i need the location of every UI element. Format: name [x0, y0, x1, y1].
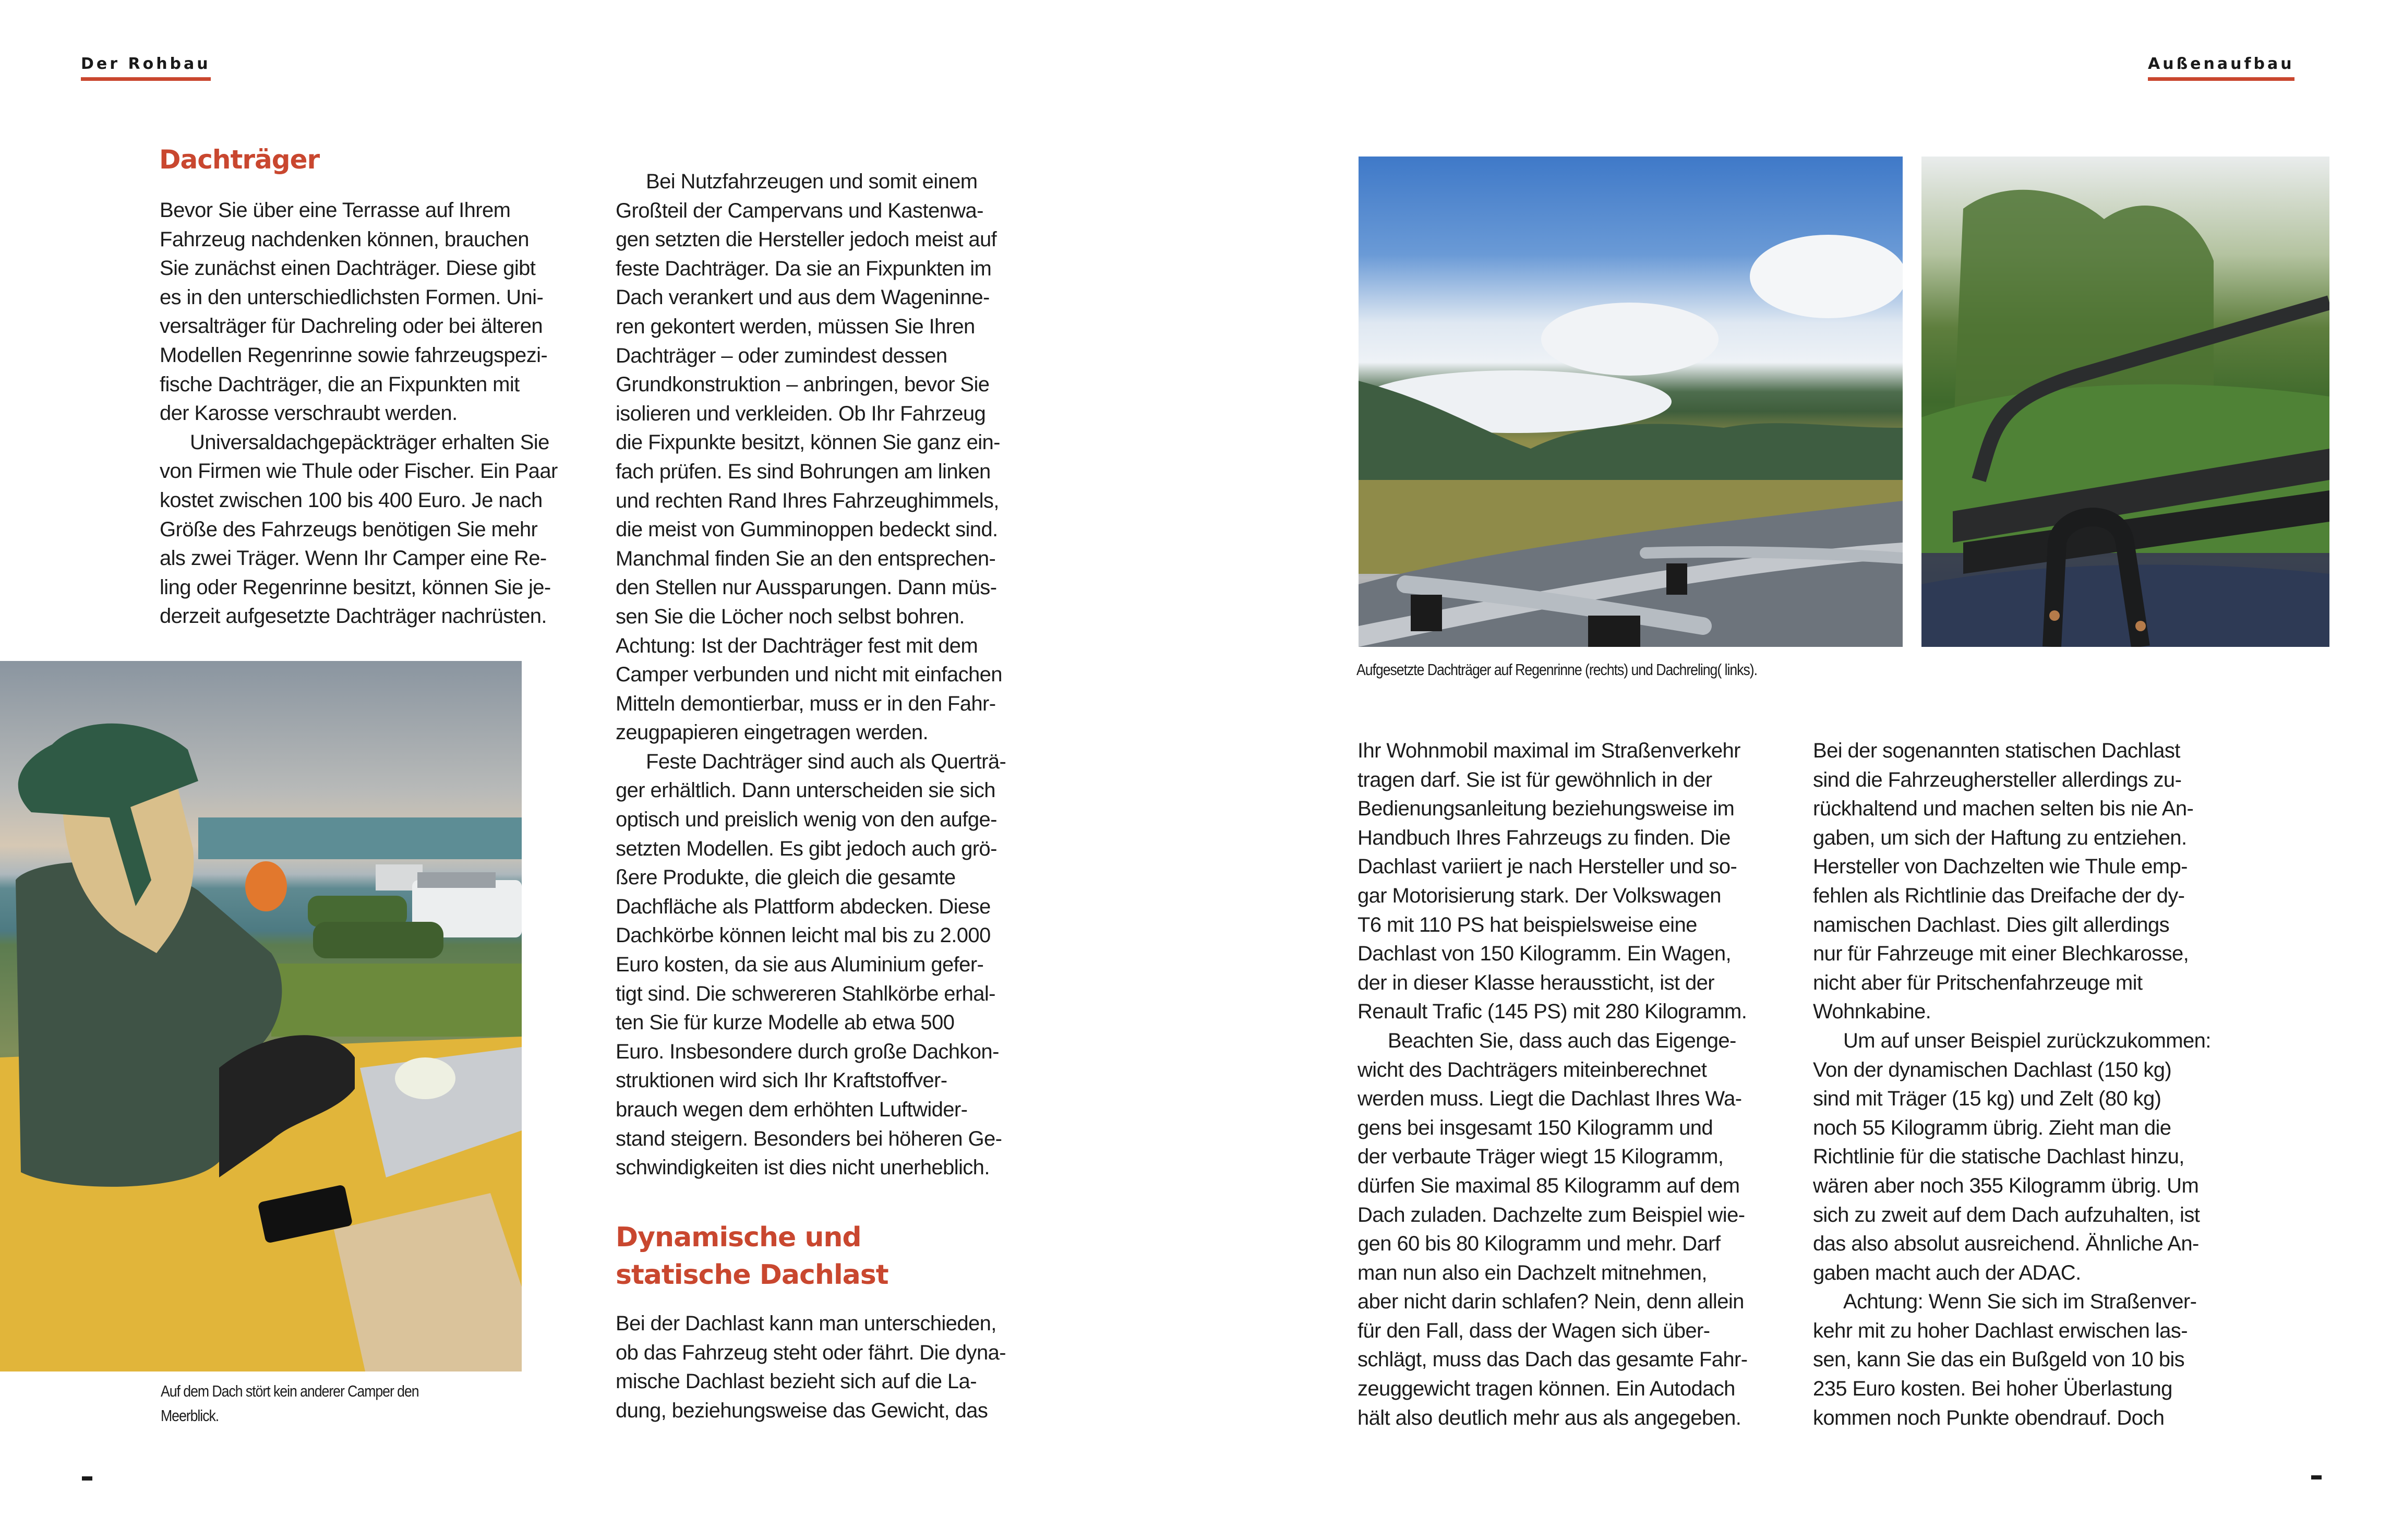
- text-line: nur für Fahrzeuge mit einer Blechkarosse,: [1813, 942, 2189, 966]
- text-line: für den Fall, dass der Wagen sich über-: [1357, 1319, 1710, 1342]
- text-line: zeuggewicht tragen können. Ein Autodach: [1357, 1377, 1735, 1401]
- text-line: Euro kosten, da sie aus Aluminium gefer-: [616, 953, 984, 977]
- text-line: Von der dynamischen Dachlast (150 kg): [1813, 1058, 2172, 1081]
- text-line: stand steigern. Besonders bei höheren Ge-: [616, 1127, 1002, 1150]
- text-line: Fahrzeug nachdenken können, brauchen: [160, 227, 529, 251]
- text-line: zeugpapieren eingetragen werden.: [616, 721, 929, 744]
- text-line: versalträger für Dachreling oder bei älteren: [160, 315, 543, 338]
- text-line: nicht aber für Pritschenfahrzeuge mit: [1813, 971, 2143, 994]
- text-line: Handbuch Ihres Fahrzeugs zu finden. Die: [1357, 826, 1731, 849]
- text-line: sen Sie die Löcher noch selbst bohren.: [616, 605, 965, 628]
- text-line: schwindigkeiten ist dies nicht unerheblich.: [616, 1156, 990, 1180]
- text-line: sich zu zweit auf dem Dach aufzuhalten, ist: [1813, 1203, 2200, 1226]
- text-line: Euro. Insbesondere durch große Dachkon-: [616, 1040, 999, 1063]
- text-line: noch 55 Kilogramm übrig. Zieht man die: [1813, 1116, 2171, 1139]
- caption-line-1: Auf dem Dach stört kein anderer Camper den: [161, 1382, 419, 1400]
- text-line: gen setzten die Hersteller jedoch meist auf: [616, 228, 997, 251]
- text-line: brauch wegen dem erhöhten Luftwider-: [616, 1098, 968, 1121]
- section-heading-line-2: statische Dachlast: [616, 1259, 888, 1291]
- text-line: es in den unterschiedlichsten Formen. Uni-: [160, 285, 544, 309]
- text-line: Achtung: Ist der Dachträger fest mit dem: [616, 634, 978, 657]
- text-line: Dachlast von 150 Kilogramm. Ein Wagen,: [1357, 942, 1732, 966]
- text-line: hält also deutlich mehr aus als angegeben.: [1357, 1406, 1741, 1429]
- text-line: werden muss. Liegt die Dachlast Ihres Wa-: [1357, 1087, 1742, 1111]
- text-line: dürfen Sie maximal 85 Kilogramm auf dem: [1357, 1174, 1740, 1197]
- section-heading-dachtraeger: Dachträger: [159, 145, 320, 175]
- text-line: Dach zuladen. Dachzelte zum Beispiel wie-: [1357, 1203, 1745, 1226]
- text-line: Mitteln demontierbar, muss er in den Fahr-: [616, 692, 996, 715]
- text-line: Großteil der Campervans und Kastenwa-: [616, 199, 983, 222]
- text-line: gaben, um sich der Haftung zu entziehen.: [1813, 826, 2187, 849]
- text-line: namischen Dachlast. Dies gilt allerdings: [1813, 913, 2169, 936]
- text-line: gen 60 bis 80 Kilogramm und mehr. Darf: [1357, 1232, 1721, 1256]
- text-line: die meist von Gumminoppen bedeckt sind.: [616, 518, 998, 542]
- text-line: Richtlinie für die statische Dachlast hinzu,: [1813, 1145, 2184, 1169]
- text-line: gar Motorisierung stark. Der Volkswagen: [1357, 884, 1721, 907]
- text-line: Bevor Sie über eine Terrasse auf Ihrem: [160, 199, 511, 222]
- text-line: Dach verankert und aus dem Wageninne-: [616, 286, 990, 309]
- text-line: Um auf unser Beispiel zurückzukommen:: [1843, 1029, 2211, 1052]
- page-marker-left: [82, 1476, 92, 1481]
- text-line: der verbaute Träger wiegt 15 Kilogramm,: [1357, 1145, 1724, 1169]
- running-head-left: Der Rohbau: [81, 56, 211, 81]
- text-line: von Firmen wie Thule oder Fischer. Ein Paar: [160, 460, 558, 483]
- text-line: als zwei Träger. Wenn Ihr Camper eine Re-: [160, 547, 547, 570]
- text-line: dung, beziehungsweise das Gewicht, das: [616, 1399, 988, 1422]
- text-line: Bei der Dachlast kann man unterschieden,: [616, 1312, 996, 1335]
- left-column-1: [160, 196, 558, 631]
- text-line: setzten Modellen. Es gibt jedoch auch grö-: [616, 837, 997, 860]
- text-line: sen, kann Sie das ein Bußgeld von 10 bis: [1813, 1348, 2185, 1371]
- text-line: das also absolut ausreichend. Ähnliche An-: [1813, 1232, 2199, 1256]
- section-heading-line-1: Dynamische und: [616, 1222, 861, 1253]
- text-line: Grundkonstruktion – anbringen, bevor Sie: [616, 373, 990, 396]
- text-line: Achtung: Wenn Sie sich im Straßenver-: [1843, 1290, 2197, 1314]
- text-line: ßere Produkte, die gleich die gesamte: [616, 866, 956, 889]
- photo-roof-rack-gutter: [1921, 157, 2329, 647]
- text-line: ten Sie für kurze Modelle ab etwa 500: [616, 1011, 955, 1034]
- text-line: der Karosse verschraubt werden.: [160, 402, 458, 425]
- text-line: Dachlast variiert je nach Hersteller und so-: [1357, 855, 1737, 879]
- photo-caption-right: Aufgesetzte Dachträger auf Regenrinne (rechts) und Dachreling( links).: [1356, 660, 1757, 679]
- text-line: den Stellen nur Aussparungen. Dann müs-: [616, 576, 997, 599]
- text-line: Größe des Fahrzeugs benötigen Sie mehr: [160, 518, 538, 541]
- text-line: Dachfläche als Plattform abdecken. Diese: [616, 895, 991, 918]
- text-line: kommen noch Punkte obendrauf. Doch: [1813, 1406, 2165, 1429]
- text-line: wären aber noch 355 Kilogramm übrig. Um: [1813, 1174, 2199, 1197]
- text-line: wicht des Dachträgers miteinberechnet: [1357, 1058, 1707, 1081]
- text-line: feste Dachträger. Da sie an Fixpunkten im: [616, 257, 992, 280]
- text-line: Ihr Wohnmobil maximal im Straßenverkehr: [1357, 739, 1740, 762]
- page-marker-right: [2311, 1475, 2322, 1479]
- text-line: optisch und preislich wenig von den aufge-: [616, 808, 997, 832]
- photo-roof-rack-railing: [1359, 157, 1903, 647]
- text-line: ob das Fahrzeug steht oder fährt. Die dyna-: [616, 1341, 1006, 1364]
- text-line: aber nicht darin schlafen? Nein, denn allein: [1357, 1290, 1744, 1314]
- text-line: tigt sind. Die schwereren Stahlkörbe erhal-: [616, 982, 995, 1005]
- text-line: derzeit aufgesetzte Dachträger nachrüsten.: [160, 605, 547, 628]
- text-line: Hersteller von Dachzelten wie Thule emp-: [1813, 855, 2188, 879]
- text-line: struktionen wird sich Ihr Kraftstoffver-: [616, 1069, 947, 1092]
- left-column-2: [616, 167, 1006, 1183]
- text-line: man nun also ein Dachzelt mitnehmen,: [1357, 1261, 1707, 1284]
- text-line: fach prüfen. Es sind Bohrungen am linken: [616, 460, 991, 483]
- text-line: der in dieser Klasse heraussticht, ist der: [1357, 971, 1715, 994]
- text-line: Modellen Regenrinne sowie fahrzeugspezi-: [160, 343, 548, 367]
- photo-steel-rack-illustration: [1921, 157, 2329, 647]
- text-line: T6 mit 110 PS hat beispielsweise eine: [1357, 913, 1697, 936]
- photo-woman-on-roof: [0, 661, 522, 1371]
- text-line: Beachten Sie, dass auch das Eigenge-: [1388, 1029, 1736, 1052]
- photo-caption-left: [161, 1379, 419, 1428]
- text-line: fehlen als Richtlinie das Dreifache der dy-: [1813, 884, 2185, 907]
- text-line: rückhaltend und machen selten bis nie An-: [1813, 797, 2194, 821]
- text-line: sind die Fahrzeughersteller allerdings zu-: [1813, 768, 2182, 791]
- photo-car-rack-illustration: [1359, 157, 1903, 647]
- text-line: Bei der sogenannten statischen Dachlast: [1813, 739, 2180, 762]
- text-line: ren gekontert werden, müssen Sie Ihren: [616, 315, 975, 338]
- text-line: und rechten Rand Ihres Fahrzeughimmels,: [616, 489, 999, 512]
- text-line: schlägt, muss das Dach das gesamte Fahr-: [1357, 1348, 1748, 1371]
- text-line: kehr mit zu hoher Dachlast erwischen las-: [1813, 1319, 2188, 1342]
- text-line: 235 Euro kosten. Bei hoher Überlastung: [1813, 1377, 2172, 1401]
- text-line: isolieren und verkleiden. Ob Ihr Fahrzeug: [616, 402, 986, 425]
- text-line: Dachkörbe können leicht mal bis zu 2.000: [616, 924, 991, 947]
- text-line: sind mit Träger (15 kg) und Zelt (80 kg): [1813, 1087, 2161, 1111]
- text-line: Manchmal finden Sie an den entsprechen-: [616, 547, 996, 570]
- text-line: gens bei insgesamt 150 Kilogramm und: [1357, 1116, 1713, 1139]
- text-line: tragen darf. Sie ist für gewöhnlich in der: [1357, 768, 1712, 791]
- right-column-4: [1813, 737, 2211, 1433]
- running-head-right: Außenaufbau: [2148, 56, 2294, 81]
- text-line: Feste Dachträger sind auch als Querträ-: [646, 750, 1006, 773]
- text-line: ling oder Regenrinne besitzt, können Sie je-: [160, 575, 551, 599]
- left-column-2-section2: [616, 1309, 1006, 1425]
- text-line: Dachträger – oder zumindest dessen: [616, 344, 947, 367]
- text-line: fische Dachträger, die an Fixpunkten mit: [160, 372, 520, 396]
- text-line: Bei Nutzfahrzeugen und somit einem: [646, 170, 978, 193]
- text-line: Camper verbunden und nicht mit einfachen: [616, 663, 1002, 687]
- text-line: Sie zunächst einen Dachträger. Diese gibt: [160, 257, 536, 280]
- photo-woman-illustration: [0, 661, 522, 1371]
- text-line: Bedienungsanleitung beziehungsweise im: [1357, 797, 1735, 821]
- text-line: kostet zwischen 100 bis 400 Euro. Je nach: [160, 488, 543, 512]
- text-line: Renault Trafic (145 PS) mit 280 Kilogramm.: [1357, 1000, 1747, 1024]
- caption-line-2: Meerblick.: [161, 1406, 219, 1425]
- text-line: die Fixpunkte besitzt, können Sie ganz ein-: [616, 431, 1000, 454]
- text-line: mische Dachlast bezieht sich auf die La-: [616, 1370, 977, 1393]
- section-heading-dachlast: [616, 1219, 888, 1294]
- right-column-3: [1357, 737, 1747, 1433]
- text-line: Wohnkabine.: [1813, 1000, 1931, 1024]
- text-line: ger erhältlich. Dann unterscheiden sie sich: [616, 779, 995, 802]
- text-line: Universaldachgepäckträger erhalten Sie: [190, 430, 549, 454]
- text-line: gaben macht auch der ADAC.: [1813, 1261, 2081, 1284]
